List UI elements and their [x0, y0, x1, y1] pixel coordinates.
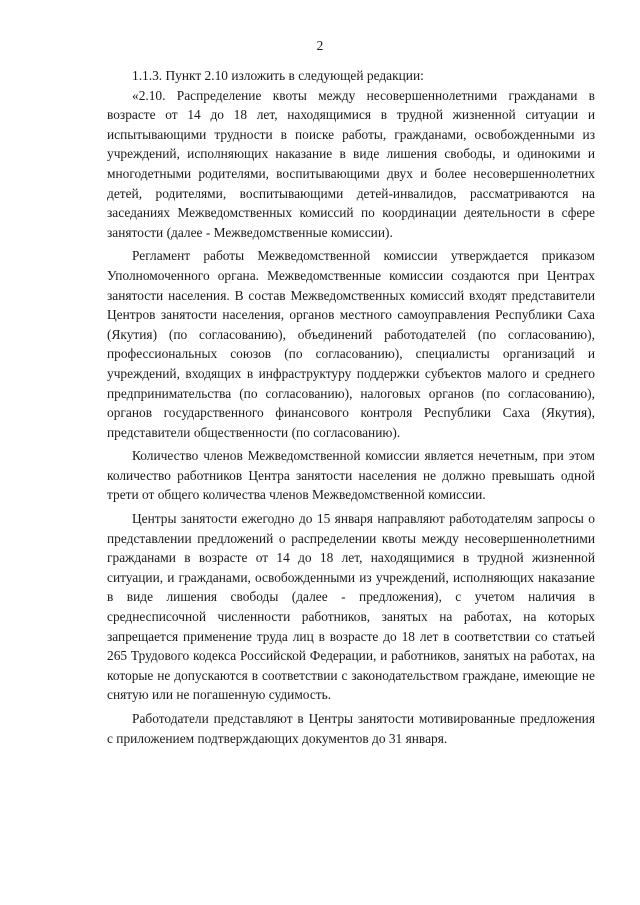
paragraph-2-10-quota: «2.10. Распределение квоты между несовершеннолетними гражданами в возрасте от 14 до 18 лет, находящимися в трудной жизненной ситуации и испытывающими трудности в поиске работы, гражданами, освобожденными из учреждений, исполняющих наказание в виде лишения свободы, и одинокими и многодетными родителями, воспитывающими двух и более несовершеннолетних детей, родителями, воспитывающими детей-инвалидов, рассматриваются на заседаниях Межведомственных комиссий по координации деятельности в сфере занятости (далее - Межведомственные комиссии).	[107, 87, 595, 240]
page-number: 2	[316, 38, 324, 53]
paragraph-amendment-intro: 1.1.3. Пункт 2.10 изложить в следующей редакции:	[132, 68, 424, 83]
paragraph-commission-regulation: Регламент работы Межведомственной комиссии утверждается приказом Уполномоченного органа. Межведомственные комиссии создаются при Центрах занятости населения. В состав Межведомственных комиссий входят представители Центров занятости населения, органов местного самоуправления Республики Саха (Якутия) (по согласованию), объединений работодателей (по согласованию), профессиональных союзов (по согласованию), специалисты организаций и учреждений, входящих в инфраструктуру поддержки субъектов малого и среднего предпринимательства (по согласованию), налоговых органов (по согласованию), органов государственного финансового контроля Республики Саха (Якутия), представители общественности (по согласованию).	[107, 248, 595, 440]
paragraph-employers-proposals: Работодатели представляют в Центры занятости мотивированные предложения с приложением подтверждающих документов до 31 января.	[107, 711, 595, 746]
paragraph-commission-members: Количество членов Межведомственной комиссии является нечетным, при этом количество работников Центра занятости населения не должно превышать одной трети от общего количества членов Межведомственной комиссии.	[107, 448, 595, 503]
paragraph-employment-centers-requests: Центры занятости ежегодно до 15 января направляют работодателям запросы о представлении предложений о распределении квоты между несовершеннолетними гражданами в возрасте от 14 до 18 лет, находящимися в трудной жизненной ситуации, и гражданами, освобожденными из учреждений, исполняющих наказание в виде лишения свободы (далее - предложения), с учетом наличия в среднесписочной численности работников, занятых на работах, на которых запрещается применение труда лиц в возрасте до 18 лет в соответствии со статьей 265 Трудового кодекса Российской Федерации, и работников, занятых на работах, на которые не допускаются в соответствии с законодательством граждане, имеющие не снятую или не погашенную судимость.	[107, 511, 595, 703]
document-body	[107, 66, 595, 748]
